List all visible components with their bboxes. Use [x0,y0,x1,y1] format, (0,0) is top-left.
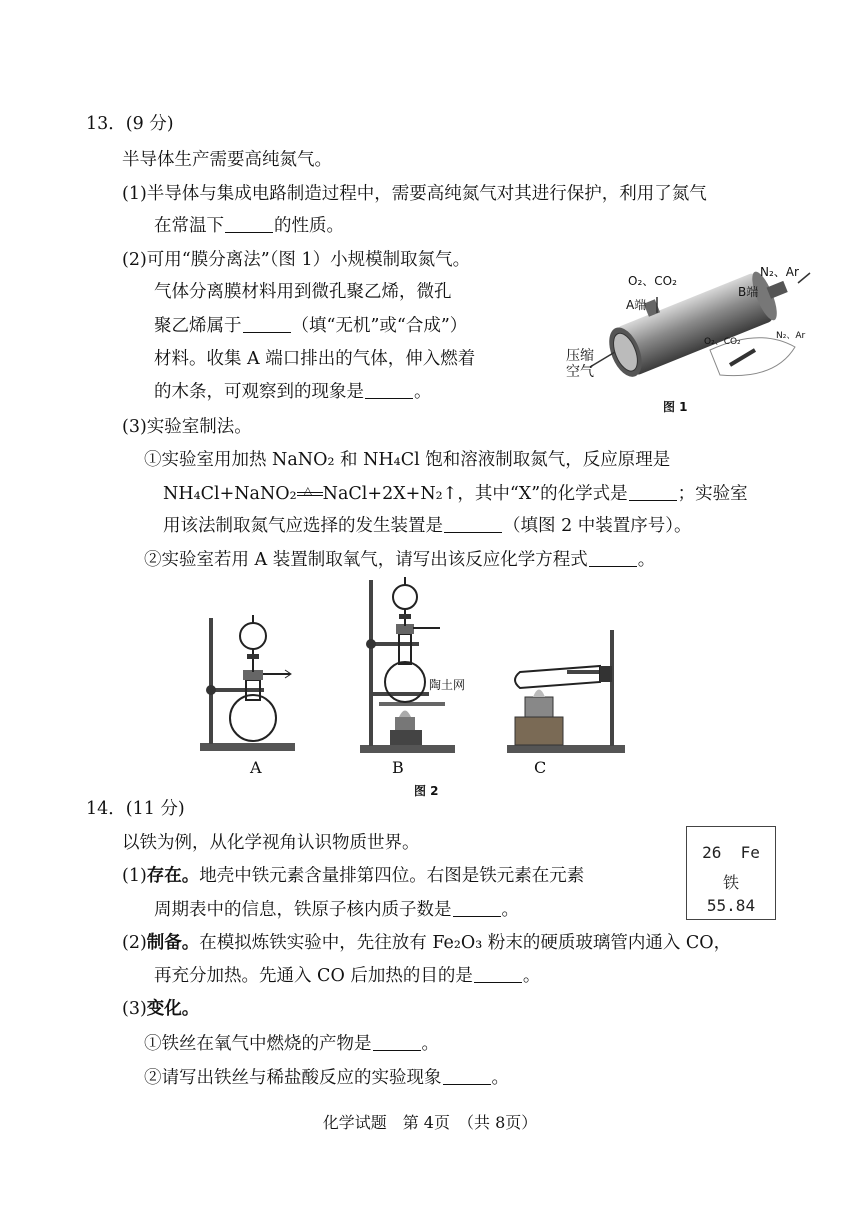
q14-header: 14．(11 分) [86,799,185,819]
answer-blank-13-3c[interactable] [589,550,637,567]
q13-p3-line4: 用该法制取氮气应选择的发生装置是 （填图 2 中装置序号）。 [163,516,692,536]
q13-p2-line2: 气体分离膜材料用到微孔聚乙烯，微孔 [154,282,452,302]
atomic-mass: 55.84 [706,896,756,915]
fig2-caption: 图 2 [414,784,439,798]
q13-p2-line4: 材料。收集 A 端口排出的气体，伸入燃着 [154,349,476,369]
apparatus-b-figure [355,572,465,757]
fig1-inset-n2ar: N₂、Ar [776,331,806,341]
atomic-number: 26 [702,843,722,862]
fig1-label-air-2: 空气 [566,364,594,380]
q14-p1-line1: (1)存在。地壳中铁元素含量排第四位。右图是铁元素在元素 [122,866,585,886]
q13-p2-line3: 聚乙烯属于 （填“无机”或“合成”） [154,316,468,336]
fig1-label-a-end: A端 [626,298,647,312]
answer-blank-13-3a[interactable] [629,484,677,501]
answer-blank-13-1[interactable] [225,216,273,233]
q13-header: 13．(9 分) [86,114,174,134]
answer-blank-14-3a[interactable] [373,1034,421,1051]
q13-p2-line1: (2)可用“膜分离法”（图 1）小规模制取氮气。 [122,250,471,270]
answer-blank-13-2a[interactable] [243,316,291,333]
q13-p2-line5: 的木条，可观察到的现象是 。 [154,382,432,402]
q13-p3-line2: ①实验室用加热 NaNO₂ 和 NH₄Cl 饱和溶液制取氮气，反应原理是 [144,450,671,470]
fig2-label-gauze: 陶土网 [429,678,466,692]
q13-p1-line1: (1)半导体与集成电路制造过程中，需要高纯氮气对其进行保护，利用了氮气 [122,184,707,204]
page-footer: 化学试题 第 4页 （共 8页） [322,1113,538,1132]
q14-p3-line3: ②请写出铁丝与稀盐酸反应的实验现象 。 [144,1068,509,1088]
fig1-label-n2ar: N₂、Ar [760,265,799,279]
fig1-caption: 图 1 [663,400,688,414]
q14-p1-line2: 周期表中的信息，铁原子核内质子数是 。 [154,900,519,920]
answer-blank-13-3b[interactable] [444,516,502,533]
q13-intro: 半导体生产需要高纯氮气。 [122,150,332,170]
fig1-label-o2co2: O₂、CO₂ [628,274,677,288]
fig1-inset-o2co2: O₂、CO₂ [704,337,741,347]
element-name: 铁 [722,873,739,892]
fig2-label-b: B [392,758,404,777]
fig1-label-b-end: B端 [738,285,759,299]
fig2-label-a: A [250,758,262,777]
heating-condition-sign: △ [297,481,323,505]
answer-blank-14-3b[interactable] [443,1068,491,1085]
answer-blank-14-1[interactable] [453,900,501,917]
fig2-label-c: C [534,758,547,777]
apparatus-c-figure [505,622,635,757]
q13-p1-line2: 在常温下 的性质。 [154,216,344,236]
q14-p3-line1: (3)变化。 [122,999,200,1019]
q14-p3-line2: ①铁丝在氧气中燃烧的产物是 。 [144,1034,439,1054]
element-symbol: Fe [740,843,760,862]
q14-intro: 以铁为例，从化学视角认识物质世界。 [122,833,420,853]
answer-blank-14-2[interactable] [474,966,522,983]
q14-p2-line1: (2)制备。在模拟炼铁实验中，先往放有 Fe₂O₃ 粉末的硬质玻璃管内通入 CO， [122,933,732,953]
fig1-label-air-1: 压缩 [566,348,594,364]
q14-p2-line2: 再充分加热。先通入 CO 后加热的目的是 。 [154,966,541,986]
q13-p3-line5: ②实验室若用 A 装置制取氧气，请写出该反应化学方程式 。 [144,550,656,570]
answer-blank-13-2b[interactable] [365,382,413,399]
element-fe-card [686,826,776,920]
q13-p3-line3: NH₄Cl+NaNO₂ △ NaCl+2X+N₂↑，其中“X”的化学式是 ；实验室 [163,481,748,506]
apparatus-a-figure [195,610,305,755]
q13-p3-line1: (3)实验室制法。 [122,417,252,437]
